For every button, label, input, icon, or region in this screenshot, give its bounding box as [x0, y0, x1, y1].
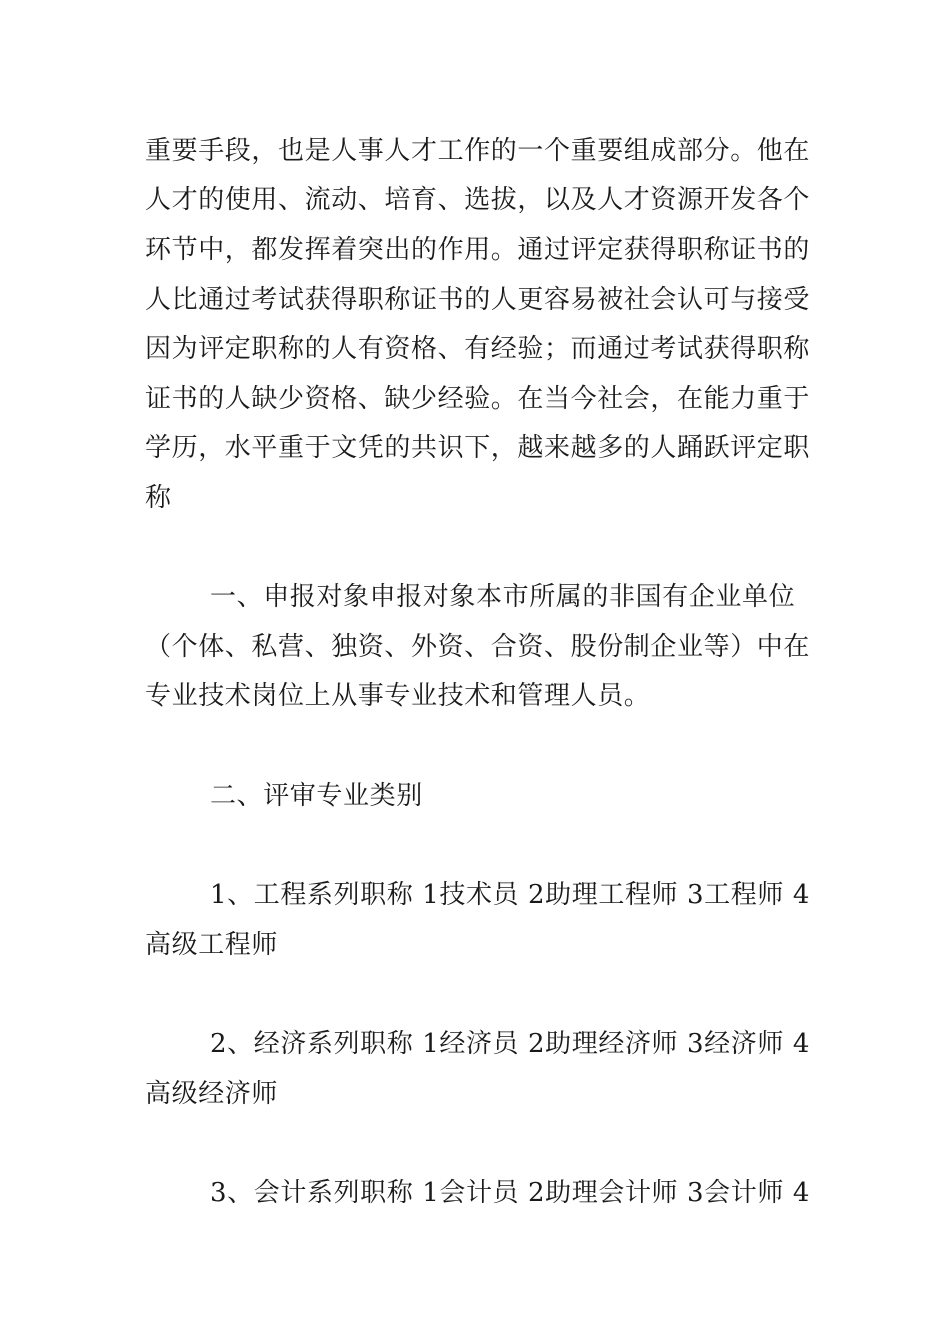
section-heading-categories: 二、评审专业类别 — [210, 781, 423, 811]
paragraph-line: 学历，水平重于文凭的共识下，越来越多的人踊跃评定职 — [145, 433, 811, 463]
section-heading-applicants: 一、申报对象申报对象本市所属的非国有企业单位 — [210, 582, 796, 612]
list-item-engineering: 1、工程系列职称 1技术员 2助理工程师 3工程师 4 — [210, 880, 810, 910]
list-item-engineering-cont: 高级工程师 — [145, 930, 279, 960]
paragraph-line: 因为评定职称的人有资格、有经验；而通过考试获得职称 — [145, 334, 811, 364]
paragraph-line: 重要手段，也是人事人才工作的一个重要组成部分。他在 — [145, 136, 811, 166]
paragraph-line: 环节中，都发挥着突出的作用。通过评定获得职称证书的 — [145, 235, 811, 265]
list-item-economics: 2、经济系列职称 1经济员 2助理经济师 3经济师 4 — [210, 1029, 810, 1059]
paragraph-line: 证书的人缺少资格、缺少经验。在当今社会，在能力重于 — [145, 384, 811, 414]
paragraph-line: 称 — [145, 483, 172, 513]
list-item-economics-cont: 高级经济师 — [145, 1079, 279, 1109]
paragraph-line: 专业技术岗位上从事专业技术和管理人员。 — [145, 681, 651, 711]
paragraph-line: 人才的使用、流动、培育、选拔，以及人才资源开发各个 — [145, 185, 811, 215]
paragraph-line: （个体、私营、独资、外资、合资、股份制企业等）中在 — [145, 632, 811, 662]
paragraph-line: 人比通过考试获得职称证书的人更容易被社会认可与接受 — [145, 285, 811, 315]
list-item-accounting: 3、会计系列职称 1会计员 2助理会计师 3会计师 4 — [210, 1178, 810, 1208]
